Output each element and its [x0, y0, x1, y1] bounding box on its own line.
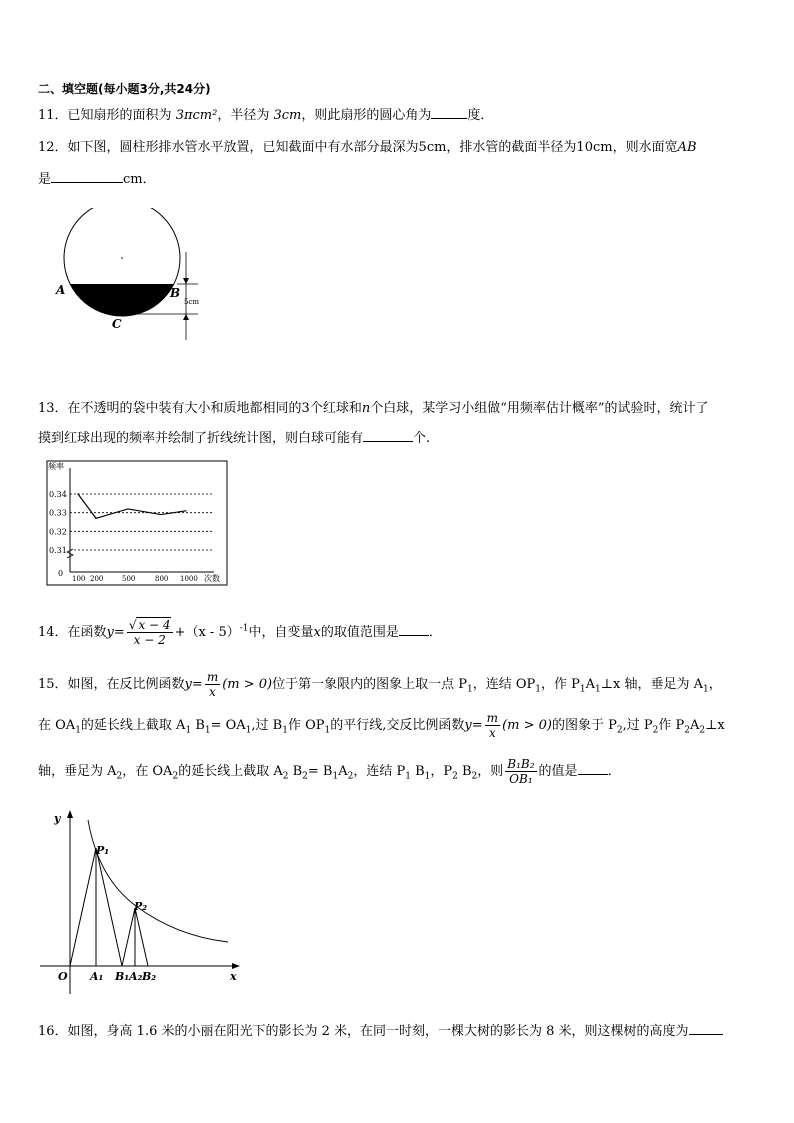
chart-x-tick-label: 1000 — [180, 575, 198, 583]
q12-ab: AB — [677, 140, 697, 155]
question-15-line3: 轴，垂足为 $A_2$，在 $OA_2$的延长线上截取 $A_2$ $B_2= B_1A_2$，连结 $P_1$ $B_1$，$P_2$ $B_2$，则 $\frac{\text{B₁B₂}}{\text{OB₁}}$ 的值是 ． — [38, 757, 621, 786]
q15-ratio-den: OB₁ — [509, 772, 533, 786]
chart-y-tick-label: 0.31 — [49, 546, 67, 555]
q15-ratio-fraction — [505, 757, 536, 786]
q15-func-den-1: x — [209, 685, 216, 699]
chart-frame — [47, 461, 227, 585]
q12-line2-prefix: 是 — [38, 172, 52, 187]
chart-data-point — [160, 514, 161, 515]
p2-label: P₂ — [134, 900, 148, 913]
q15-l2b: 的延长线上截取 A — [80, 718, 186, 733]
q12-figure — [50, 208, 220, 348]
q11-radius: 3cm — [273, 108, 302, 123]
dim-arrow-down — [183, 278, 189, 284]
center-dot — [121, 257, 123, 259]
label-b: B — [170, 286, 181, 300]
q15-func-frac-1 — [205, 670, 220, 699]
y-axis-label: y — [54, 812, 61, 825]
question-11 — [38, 104, 493, 123]
chart-x-label: 次数 — [204, 574, 220, 583]
q14-suffix2: 的取值范围是 — [320, 625, 399, 640]
origin-label: O — [58, 970, 68, 983]
a2-label: A₂ — [129, 970, 143, 983]
q15-l1e: A — [585, 677, 596, 692]
q16-text: 16．如图，身高 1.6 米的小丽在阳光下的影长为 2 米，在同一时刻，一棵大树的影长为 8 米，则这棵树的高度为 — [38, 1024, 689, 1039]
op1-segment — [70, 848, 96, 966]
q11-prefix: 11．已知扇形的面积为 — [38, 108, 176, 123]
q15-cond-1: (m > 0) — [222, 677, 273, 692]
chart-y-label: 频率 — [48, 462, 64, 471]
question-14: 14．在函数y= $\frac{√ x - 4}{x - 2}$ +（x - 5）$^{-1}$中，自变量x的取值范围是 ． — [38, 618, 442, 647]
q13-line2-prefix: 摸到红球出现的频率并绘制了折线统计图，则白球可能有 — [38, 431, 364, 446]
b1p2-segment — [122, 908, 135, 966]
q14-exp: -1 — [239, 623, 249, 634]
b2-label: B₂ — [142, 970, 157, 983]
x-axis-label: x — [230, 970, 237, 983]
chart-data-point — [77, 493, 78, 494]
q14-suffix: 中，自变量 — [248, 625, 314, 640]
q14-fraction: $\frac{√ x - 4}{x - 2}$ — [128, 618, 171, 647]
q14-y: y — [106, 625, 114, 640]
q14-x: x — [313, 625, 321, 640]
q15-l1f: ⊥x 轴，垂足为 A — [600, 677, 703, 692]
p1-label: P₁ — [96, 844, 110, 857]
label-c: C — [112, 317, 122, 331]
b1-label: B₁ — [115, 970, 130, 983]
q12-line2-suffix: cm． — [123, 172, 156, 187]
q15-answer-blank[interactable] — [578, 762, 608, 775]
q15-l1a: 15．如图，在反比例函数 — [38, 677, 185, 692]
q15-l1c: ，连结 OP — [472, 677, 536, 692]
frequency-line-chart — [46, 460, 228, 586]
depth-label: 5cm — [184, 298, 200, 306]
chart-data-point — [127, 508, 128, 509]
chart-y-tick-label: 0.33 — [49, 508, 67, 518]
chart-y-tick-label: 0.32 — [49, 527, 67, 537]
chart-data-point — [185, 510, 186, 511]
y-axis-arrow — [67, 810, 73, 818]
q11-end: 度． — [467, 108, 494, 123]
question-15-line1: 15．如图，在反比例函数y= $\frac{m}{x}$ (m > 0)位于第一象限内的图象上取一点 $P_1$，连结 $OP_1$，作 $P_1A_1\perp x$ 轴，垂足为 $A_1$， — [38, 670, 722, 699]
chart-x-tick-label: 200 — [90, 575, 104, 583]
q11-suffix: ，则此扇形的圆心角为 — [301, 108, 432, 123]
q14-sqrt-expr: x − 4 — [138, 618, 171, 632]
question-13-line1 — [38, 397, 709, 416]
q12-text: 12．如下图，圆柱形排水管水平放置，已知截面中有水部分最深为5cm，排水管的截面半径为10cm，则水面宽 — [38, 140, 678, 155]
q15-func-frac-2: $\frac{m}{x}$ — [486, 711, 499, 740]
chart-y-tick-label: 0.34 — [49, 490, 67, 499]
chart-x-tick-label: 800 — [155, 575, 169, 583]
x-axis-arrow — [232, 963, 240, 969]
question-12-line2 — [38, 168, 156, 187]
q13-line2-suffix: 个. — [413, 431, 431, 446]
q14-mid: +（x - 5） — [174, 625, 240, 640]
q15-ratio-num: B₁B₂ — [507, 757, 535, 771]
q13-text-rest: 个白球，某学习小组做“用频率估计概率”的试验时，统计了 — [370, 401, 709, 416]
q13-text: 13．在不透明的袋中装有大小和质地都相同的3个红球和 — [38, 401, 362, 416]
q15-l2a: 在 OA — [38, 718, 76, 733]
q14-den: x − 2 — [133, 633, 166, 647]
chart-data-point — [95, 518, 96, 519]
q13-n: n — [361, 401, 371, 416]
q15-l1d: ，作 P — [541, 677, 580, 692]
q13-answer-blank[interactable] — [363, 429, 413, 442]
q11-mid: ，半径为 — [217, 108, 274, 123]
question-13-line2 — [38, 427, 430, 446]
q14-end: ． — [428, 625, 442, 640]
dim-arrow-up — [183, 314, 189, 320]
q14-answer-blank[interactable] — [399, 623, 429, 636]
question-15-line2: 在 $OA_1$的延长线上截取 $A_1$ $B_1= OA_1$,过 $B_1$作 $OP_1$的平行线,交反比例函数y= $\frac{m}{x}$ (m > 0)的图象于 $P_2$,过 $P_2$作 $P_2A_2\perp x$ — [38, 711, 725, 740]
q15-func-num-1: m — [206, 670, 219, 684]
hyperbola-curve — [88, 820, 228, 942]
chart-origin-label: 0 — [58, 569, 64, 578]
question-12-line1 — [38, 136, 697, 155]
chart-x-tick-label: 500 — [122, 575, 136, 583]
question-16 — [38, 1020, 723, 1039]
q12-answer-blank[interactable] — [51, 170, 123, 183]
q11-answer-blank[interactable] — [431, 106, 467, 119]
a1-label: A₁ — [90, 970, 104, 983]
p1b1-segment — [96, 848, 122, 966]
q14-prefix: 14．在函数 — [38, 625, 107, 640]
q11-area: 3πcm² — [175, 108, 218, 123]
section-title: 二、填空题(每小题3分,共24分) — [38, 82, 211, 96]
label-a: A — [56, 283, 66, 297]
p2b2-segment — [135, 908, 148, 966]
q15-figure — [36, 808, 246, 1000]
q16-answer-blank[interactable] — [689, 1022, 723, 1035]
chart-x-tick-label: 100 — [72, 575, 86, 583]
q15-l1b: 位于第一象限内的图象上取一点 P — [272, 677, 467, 692]
